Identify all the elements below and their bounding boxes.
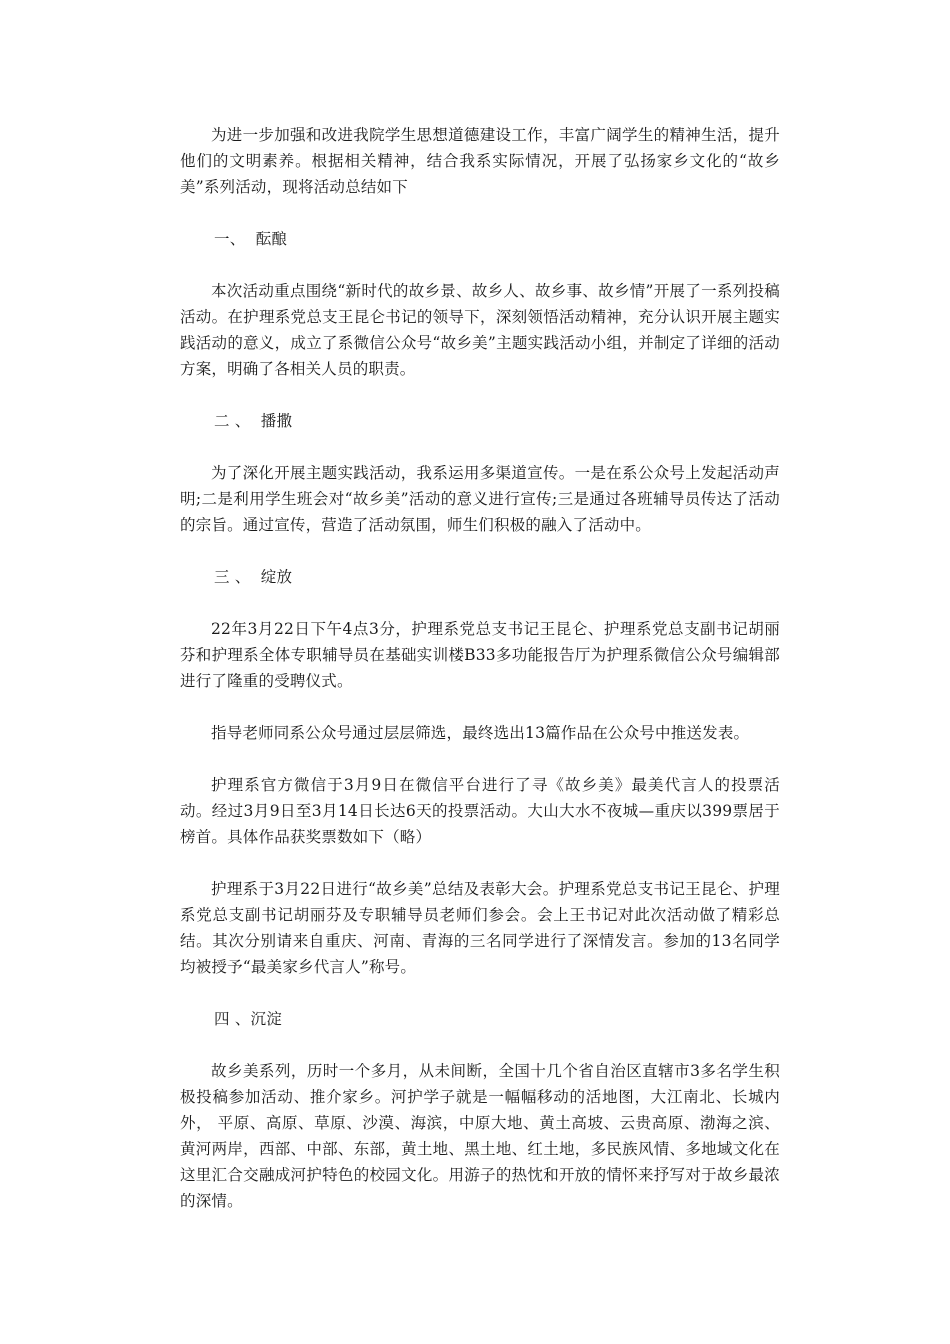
section-3-paragraph-2: 指导老师同系公众号通过层层筛选，最终选出13篇作品在公众号中推送发表。: [211, 724, 750, 742]
section-2-paragraph: 为了深化开展主题实践活动，我系运用多渠道宣传。一是在系公众号上发起活动声明;二是利用学生班会对“故乡美”活动的意义进行宣传;三是通过各班辅导员传达了活动的宗旨。通过宣传，营造了活动氛围，师生们积极的融入了活动中。: [180, 464, 780, 534]
section-1-paragraph: 本次活动重点围绕“新时代的故乡景、故乡人、故乡事、故乡情”开展了一系列投稿活动。在护理系党总支王昆仑书记的领导下，深刻领悟活动精神，充分认识开展主题实践活动的意义，成立了系微信公众号“故乡美”主题实践活动小组，并制定了详细的活动方案，明确了各相关人员的职责。: [180, 282, 780, 378]
section-heading-2: 二 、 播撒: [214, 412, 293, 430]
section-heading-4: 四 、沉淀: [214, 1010, 282, 1028]
section-3-paragraph-1: 22年3月22日下午4点3分，护理系党总支书记王昆仑、护理系党总支副书记胡丽芬和护理系全体专职辅导员在基础实训楼B33多功能报告厅为护理系微信公众号编辑部进行了隆重的受聘仪式。: [180, 620, 780, 690]
section-heading-3: 三 、 绽放: [214, 568, 293, 586]
section-3-paragraph-3: 护理系官方微信于3月9日在微信平台进行了寻《故乡美》最美代言人的投票活动。经过3月9日至3月14日长达6天的投票活动。大山大水不夜城—重庆以399票居于榜首。具体作品获奖票数如下（略）: [180, 776, 780, 846]
document-body: [180, 122, 780, 1240]
section-3-paragraph-4: 护理系于3月22日进行“故乡美”总结及表彰大会。护理系党总支书记王昆仑、护理系党总支副书记胡丽芬及专职辅导员老师们参会。会上王书记对此次活动做了精彩总结。其次分别请来自重庆、河南、青海的三名同学进行了深情发言。参加的13名同学均被授予“最美家乡代言人”称号。: [180, 880, 780, 976]
section-4-paragraph: 故乡美系列，历时一个多月，从未间断，全国十几个省自治区直辖市3多名学生积极投稿参加活动、推介家乡。河护学子就是一幅幅移动的活地图，大江南北、长城内外， 平原、高原、草原、沙漠、海滨，中原大地、黄土高坡、云贵高原、渤海之滨、黄河两岸，西部、中部、东部，黄土地、黑土地、红土地，多民族风情、多地域文化在这里汇合交融成河护特色的校园文化。用游子的热忱和开放的情怀来抒写对于故乡最浓的深情。: [180, 1062, 780, 1210]
section-heading-1: 一、 酝酿: [214, 230, 288, 248]
intro-paragraph: 为进一步加强和改进我院学生思想道德建设工作，丰富广阔学生的精神生活，提升他们的文明素养。根据相关精神，结合我系实际情况，开展了弘扬家乡文化的“故乡美”系列活动，现将活动总结如下: [180, 126, 780, 196]
